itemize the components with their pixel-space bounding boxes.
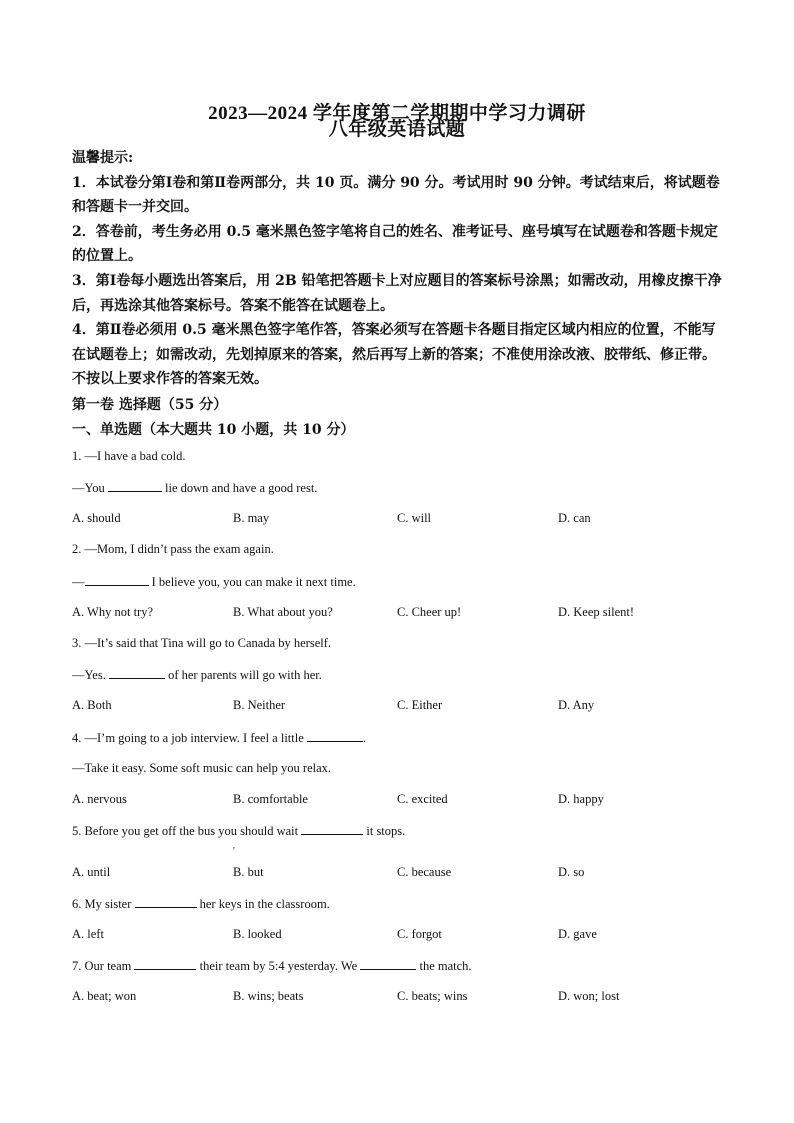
answer-blank — [108, 480, 162, 492]
question-3-stem: 3. —It’s said that Tina will go to Canada by herself. — [72, 636, 332, 650]
question-3-options — [72, 698, 732, 714]
question-6-options — [72, 927, 732, 943]
option-d: D. Any — [558, 698, 595, 712]
question-6-stem — [72, 896, 330, 912]
question-1-options — [72, 511, 732, 527]
question-2-stem: 2. —Mom, I didn’t pass the exam again. — [72, 542, 274, 556]
question-text: 7. Our team — [72, 959, 135, 973]
option-c: C. excited — [397, 792, 448, 806]
option-d: D. so — [558, 865, 585, 879]
option-b: B. What about you? — [233, 605, 333, 619]
question-text: 5. Before you get off the bus you should wait — [72, 824, 302, 838]
option-a: A. left — [72, 927, 104, 941]
question-text: their team by 5:4 yesterday. We — [196, 959, 361, 973]
option-c: C. Either — [397, 698, 443, 712]
option-c: C. Cheer up! — [397, 605, 462, 619]
question-5-options — [72, 865, 732, 881]
question-4-stem — [72, 730, 366, 746]
notice-item: 1．本试卷分第Ⅰ卷和第Ⅱ卷两部分，共 10 页。满分 90 分。考试用时 90 分钟。考试结束后，将试题卷和答题卡一并交回。 — [72, 174, 720, 216]
option-d: D. Keep silent! — [558, 605, 635, 619]
question-text: —You — [72, 481, 108, 495]
option-b: B. comfortable — [233, 792, 308, 806]
question-text: . — [362, 731, 367, 745]
option-a: A. until — [72, 865, 111, 879]
option-b: B. but — [233, 865, 264, 879]
question-text: it stops. — [363, 824, 406, 838]
question-1-stem: 1. —I have a bad cold. — [72, 449, 186, 463]
question-text: I believe you, you can make it next time. — [148, 575, 356, 589]
answer-blank — [307, 730, 363, 742]
question-4-dialogue: —Take it easy. Some soft music can help you relax. — [72, 761, 332, 775]
question-text: the match. — [416, 959, 472, 973]
option-a: A. Both — [72, 698, 112, 712]
part-title: 第一卷 选择题（55 分） — [72, 397, 228, 413]
question-text: — — [72, 575, 85, 589]
answer-blank — [360, 958, 416, 970]
question-5-stem — [72, 823, 405, 839]
stray-mark: ' — [233, 846, 235, 857]
question-text: lie down and have a good rest. — [161, 481, 318, 495]
answer-blank — [85, 574, 149, 586]
option-b: B. looked — [233, 927, 282, 941]
notice-item: 2．答卷前，考生务必用 0.5 毫米黑色签字笔将自己的姓名、准考证号、座号填写在试题卷和答题卡规定的位置上。 — [72, 223, 718, 265]
option-a: A. Why not try? — [72, 605, 154, 619]
question-4-options — [72, 792, 732, 808]
option-a: A. should — [72, 511, 121, 525]
question-text: her keys in the classroom. — [196, 897, 330, 911]
question-text: 6. My sister — [72, 897, 135, 911]
exam-title: 2023—2024 学年度第二学期期中学习力调研 — [208, 103, 586, 124]
option-c: C. will — [397, 511, 432, 525]
option-d: D. gave — [558, 927, 597, 941]
option-c: C. because — [397, 865, 452, 879]
option-b: B. may — [233, 511, 270, 525]
notice-item: 3．第Ⅰ卷每小题选出答案后，用 2B 铅笔把答题卡上对应题目的答案标号涂黑；如需改动，用橡皮擦干净后，再选涂其他答案标号。答案不能答在试题卷上。 — [72, 272, 722, 314]
option-d: D. can — [558, 511, 591, 525]
question-text: —Yes. — [72, 668, 109, 682]
option-c: C. forgot — [397, 927, 442, 941]
question-7-stem — [72, 958, 472, 974]
notice-block — [72, 146, 722, 392]
option-d: D. won; lost — [558, 989, 620, 1003]
notice-heading: 温馨提示: — [72, 150, 134, 166]
option-c: C. beats; wins — [397, 989, 468, 1003]
answer-blank — [109, 667, 165, 679]
option-b: B. Neither — [233, 698, 286, 712]
question-3-dialogue — [72, 667, 322, 683]
notice-item: 4．第Ⅱ卷必须用 0.5 毫米黑色签字笔作答，答案必须写在答题卡各题目指定区域内相应的位置，不能写在试题卷上；如需改动，先划掉原来的答案，然后再写上新的答案；不准使用涂改液、胶带纸、修正带。不按以上要求作答的答案无效。 — [72, 322, 716, 388]
answer-blank — [135, 896, 197, 908]
exam-subtitle: 八年级英语试题 — [328, 119, 466, 140]
option-a: A. beat; won — [72, 989, 137, 1003]
answer-blank — [301, 823, 363, 835]
option-d: D. happy — [558, 792, 604, 806]
answer-blank — [134, 958, 196, 970]
question-1-dialogue — [72, 480, 317, 496]
option-a: A. nervous — [72, 792, 127, 806]
question-7-options — [72, 989, 732, 1005]
question-text: 4. —I’m going to a job interview. I feel a little — [72, 731, 307, 745]
section-title: 一、单选题（本大题共 10 小题，共 10 分） — [72, 422, 355, 438]
option-b: B. wins; beats — [233, 989, 304, 1003]
question-2-options — [72, 605, 732, 621]
question-2-dialogue — [72, 574, 356, 590]
question-text: of her parents will go with her. — [164, 668, 322, 682]
